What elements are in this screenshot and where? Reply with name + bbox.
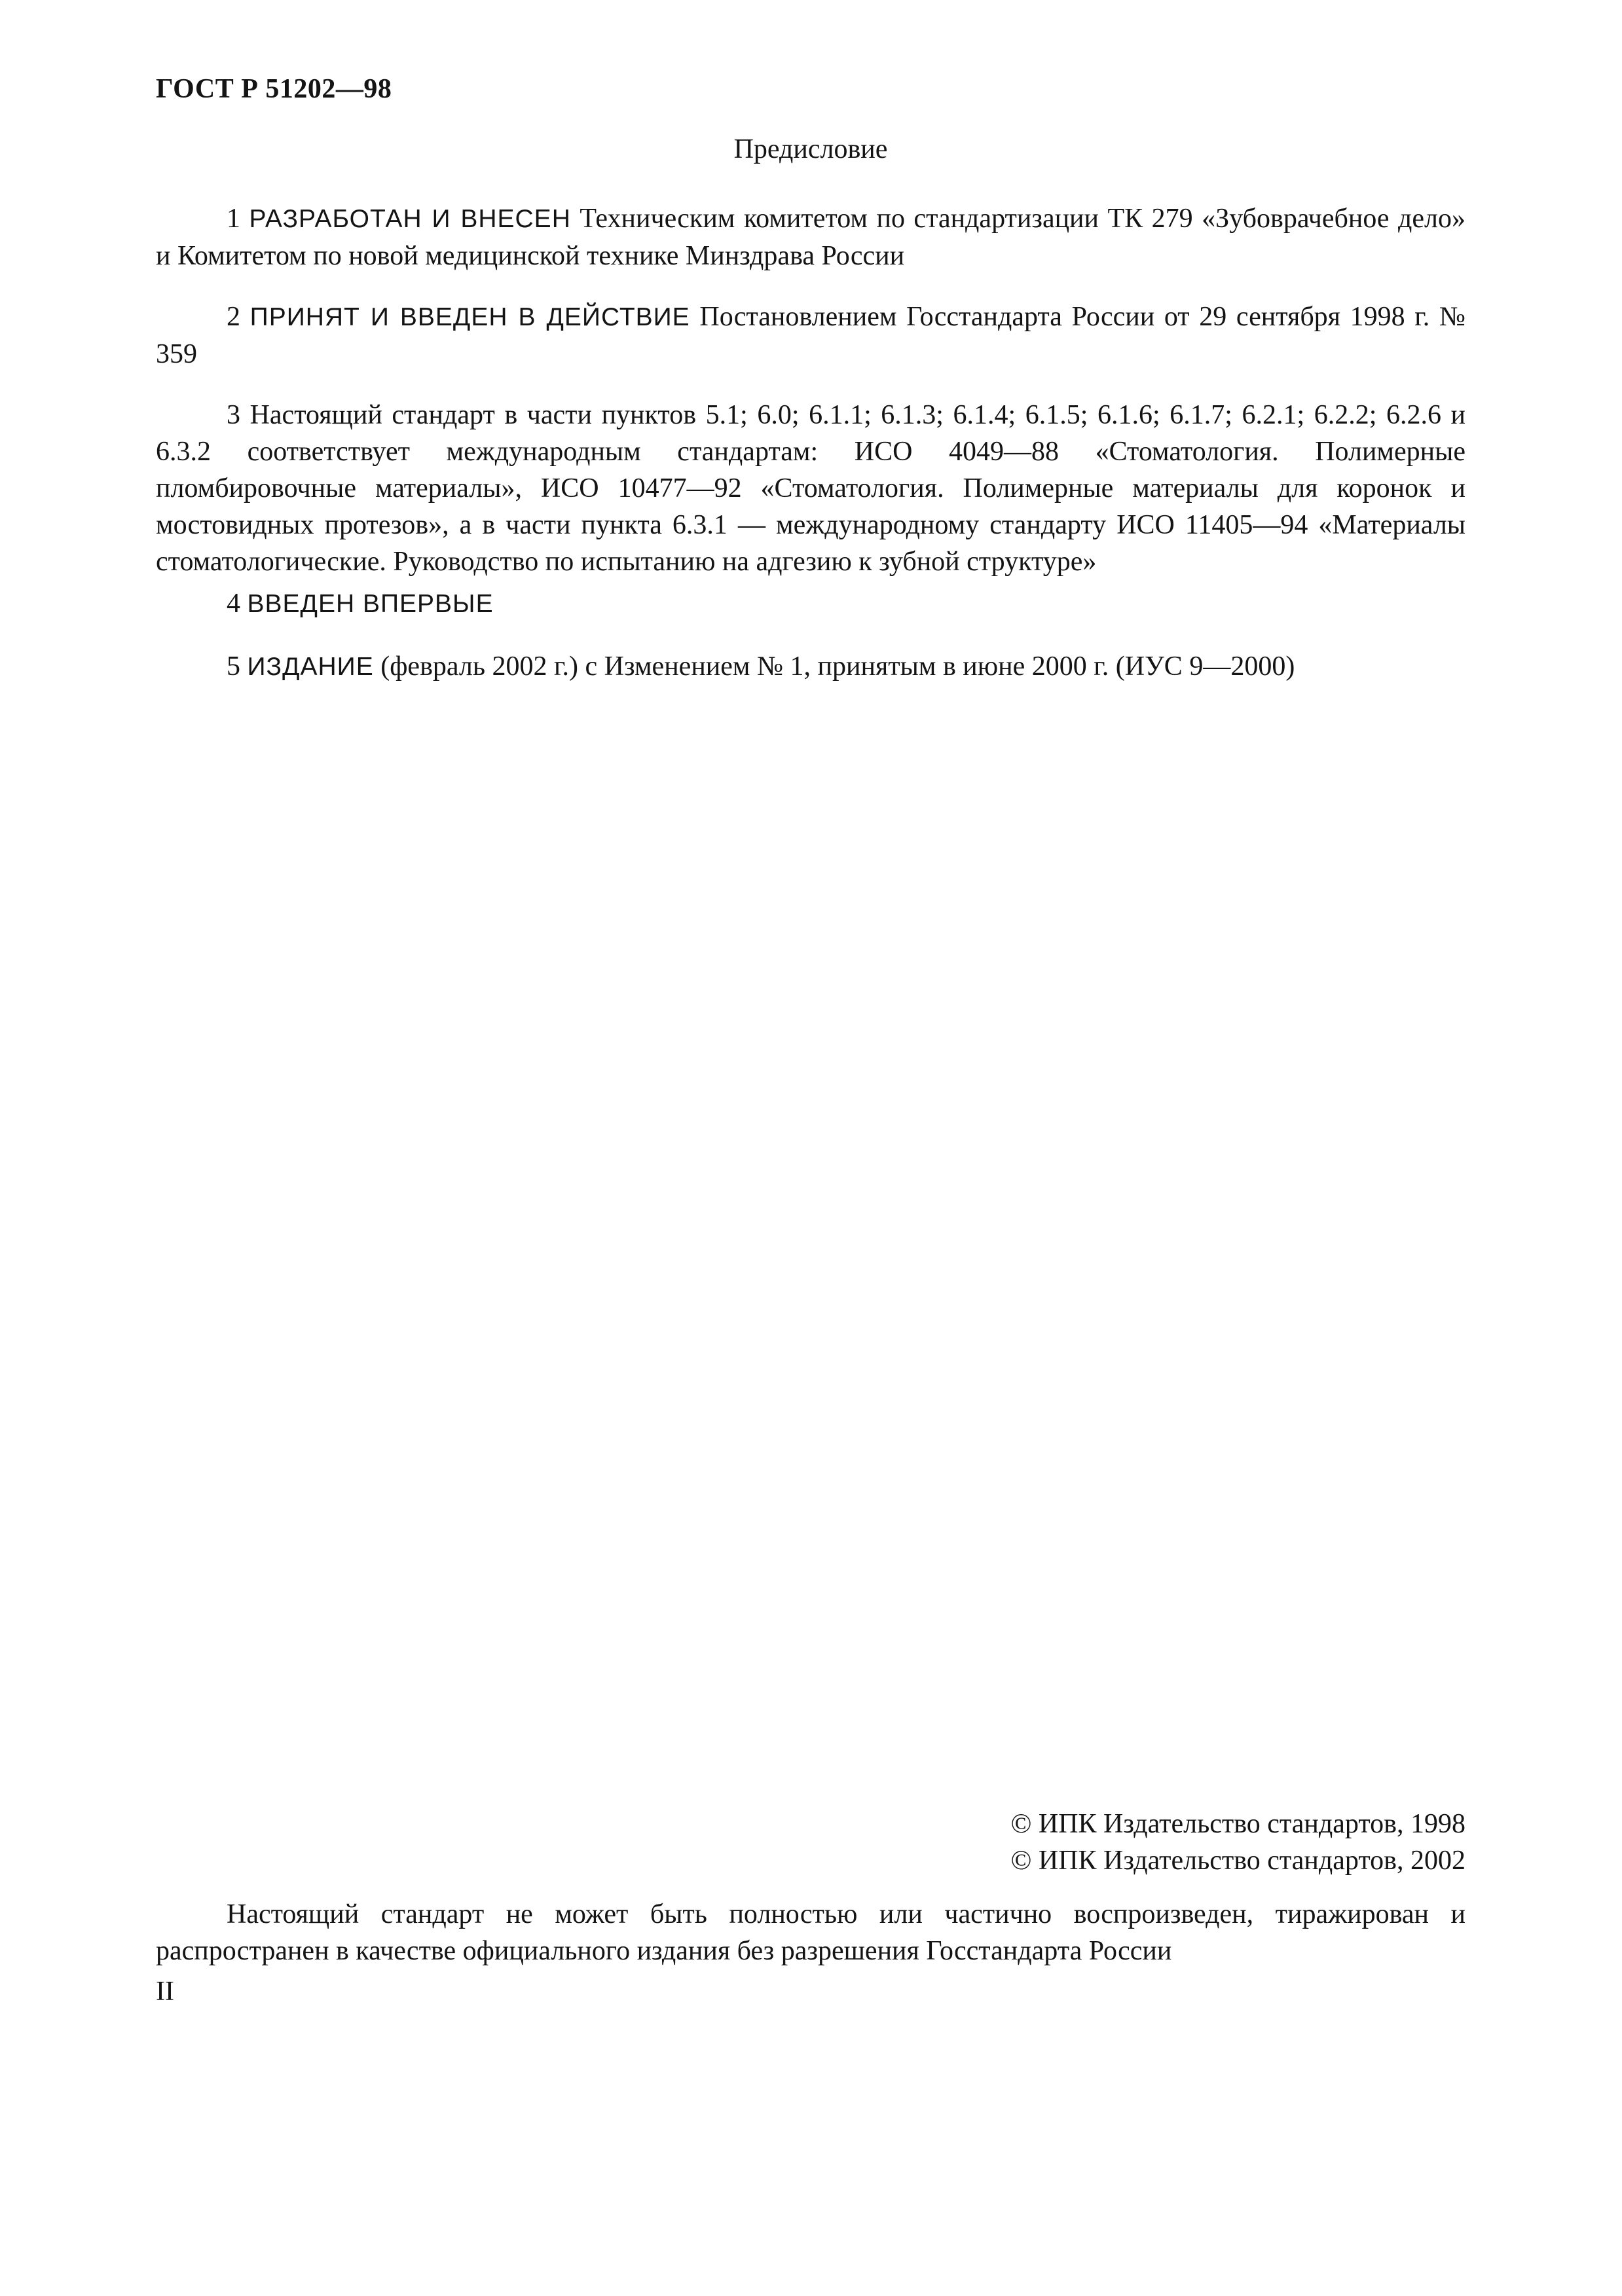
preface-item-5 [156,648,1465,685]
copyright-line-1998: © ИПК Издательство стандартов, 1998 [1010,1809,1465,1839]
reproduction-notice: Настоящий стандарт не может быть полностью или частично воспроизведен, тиражирован и распространен в качестве официального издания без разрешения Госстандарта России [156,1899,1465,1966]
item-number: 4 [227,589,240,619]
item-text: Техническим комитетом по стандартизации ТК 279 «Зубоврачебное дело» и Комитетом по новой медицинской технике Минздрава России [156,204,1466,271]
item-caps: РАЗРАБОТАН И ВНЕСЕН [249,205,571,233]
item-caps: ПРИНЯТ И ВВЕДЕН В ДЕЙСТВИЕ [249,303,690,331]
item-text: Настоящий стандарт в части пунктов 5.1; 6.0; 6.1.1; 6.1.3; 6.1.4; 6.1.5; 6.1.6; 6.1.7; 6.2.1; 6.2.2; 6.2.6 и 6.3.2 соответствует международным стандартам: ИСО 4049—88 «Стоматология. Полимерные пломбировочные материалы», ИСО 10477—92 «Стоматология. Полимерные материалы для коронок и мостовидных протезов», а в части пункта 6.3.1 — международному стандарту ИСО 11405—94 «Материалы стоматологические. Руководство по испытанию на адгезию к зубной структуре» [156,400,1466,577]
item-caps: ВВЕДЕН ВПЕРВЫЕ [247,590,494,618]
page-number: II [156,1977,174,2007]
item-caps: ИЗДАНИЕ [247,653,374,681]
item-text: Постановлением Госстандарта России от 29 сентября 1998 г. № 359 [156,302,1466,369]
item-number: 3 [227,400,240,430]
preface-item-1 [156,200,1465,274]
copyright-block [786,1806,1465,1879]
document-code: ГОСТ Р 51202—98 [156,74,392,104]
preface-item-3 [156,397,1465,580]
copyright-line-2002: © ИПК Издательство стандартов, 2002 [1010,1846,1465,1876]
item-number: 5 [227,651,240,682]
item-number: 2 [227,302,240,332]
preface-item-2 [156,299,1465,373]
preface-item-4 [156,585,1465,623]
preface-title: Предисловие [733,134,888,164]
item-text: (февраль 2002 г.) с Изменением № 1, принятым в июне 2000 г. (ИУС 9—2000) [380,651,1295,682]
item-number: 1 [227,204,240,234]
